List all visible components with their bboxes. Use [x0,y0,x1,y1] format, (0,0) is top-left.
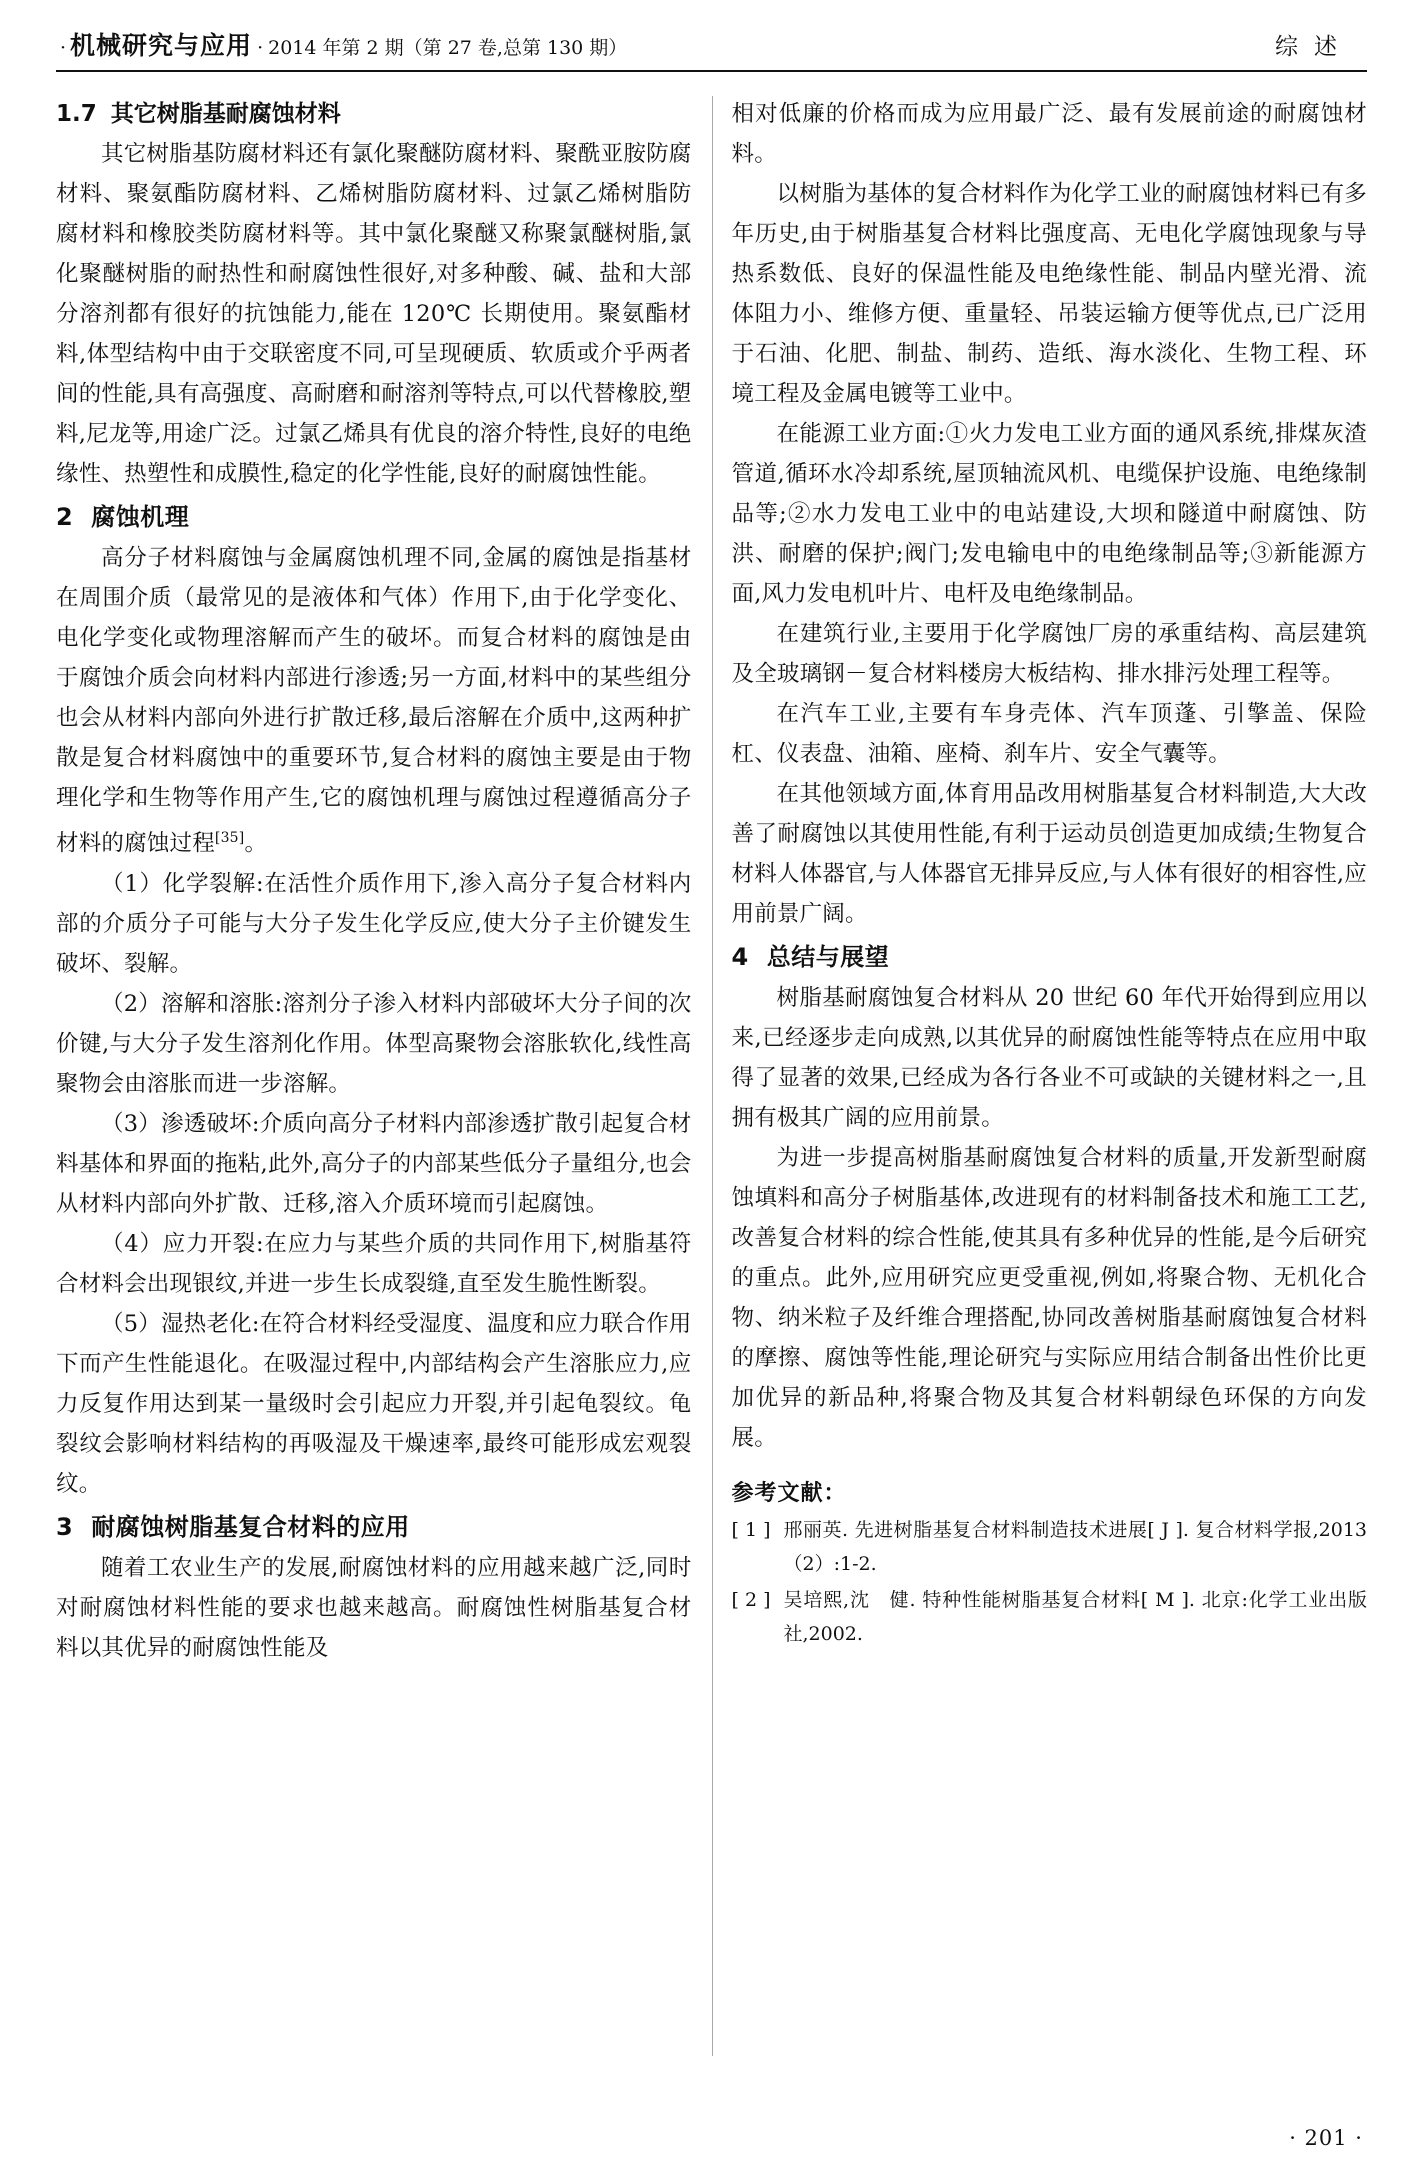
section-2-item-2: （2）溶解和溶胀:溶剂分子渗入材料内部破坏大分子间的次价键,与大分子发生溶剂化作用。体型高聚物会溶胀软化,线性高聚物会由溶胀而进一步溶解。 [56,990,692,1097]
right-paragraph-5: 在汽车工业,主要有车身壳体、汽车顶蓬、引擎盖、保险杠、仪表盘、油箱、座椅、刹车片、安全气囊等。 [731,701,1367,767]
section-4-paragraph-1: 树脂基耐腐蚀复合材料从 20 世纪 60 年代开始得到应用以来,已经逐步走向成熟,以其优异的耐腐蚀性能等特点在应用中取得了显著的效果,已经成为各行各业不可或缺的关键材料之一,且拥有极其广阔的应用前景。 [731,985,1367,1131]
right-paragraph-2: 以树脂为基体的复合材料作为化学工业的耐腐蚀材料已有多年历史,由于树脂基复合材料比强度高、无电化学腐蚀现象与导热系数低、良好的保温性能及电绝缘性能、制品内壁光滑、流体阻力小、维修方便、重量轻、吊装运输方便等优点,已广泛用于石油、化肥、制盐、制药、造纸、海水淡化、生物工程、环境工程及金属电镀等工业中。 [731,181,1367,407]
right-column [732,94,1368,1653]
section-2-paragraph-1-end: 。 [244,830,268,857]
reference-item [732,1583,1368,1651]
reference-text: 吴培熙,沈 健. 特种性能树脂基复合材料[ M ]. 北京:化学工业出版社,2002. [783,1589,1367,1645]
section-3-heading [56,1506,692,1548]
section-4-heading [732,936,1368,978]
page-number: · 201 · [1289,2126,1363,2150]
section-3-paragraph: 随着工农业生产的发展,耐腐蚀材料的应用越来越广泛,同时对耐腐蚀材料性能的要求也越来越高。耐腐蚀性树脂基复合材料以其优异的耐腐蚀性能及 [56,1554,692,1661]
subsection-1-7-number: 1.7 [56,101,97,127]
citation-35: [35] [214,830,245,846]
runhead-separator-dot: · [257,37,264,59]
article-category: 综述 [1275,34,1353,60]
right-paragraph-3: 在能源工业方面:①火力发电工业方面的通风系统,排煤灰渣管道,循环水冷却系统,屋顶轴流风机、电缆保护设施、电绝缘制品等;②水力发电工业中的电站建设,大坝和隧道中耐腐蚀、防洪、耐磨的保护;阀门;发电输电中的电绝缘制品等;③新能源方面,风力发电机叶片、电杆及电绝缘制品。 [731,421,1367,607]
right-paragraph-4: 在建筑行业,主要用于化学腐蚀厂房的承重结构、高层建筑及全玻璃钢－复合材料楼房大板结构、排水排污处理工程等。 [731,621,1367,687]
section-2-number: 2 [56,503,74,531]
section-4-title: 总结与展望 [766,943,890,971]
reference-label: [ 1 ] [731,1519,771,1541]
section-2-item-3: （3）渗透破坏:介质向高分子材料内部渗透扩散引起复合材料基体和界面的拖粘,此外,高分子的内部某些低分子量组分,也会从材料内部向外扩散、迁移,溶入介质环境而引起腐蚀。 [56,1110,692,1217]
running-head [56,26,1367,72]
right-paragraph-6: 在其他领域方面,体育用品改用树脂基复合材料制造,大大改善了耐腐蚀以其使用性能,有利于运动员创造更加成绩;生物复合材料人体器官,与人体器官无排异反应,与人体有很好的相容性,应用前景广阔。 [731,781,1367,927]
left-column [56,94,692,1668]
references-heading: 参考文献： [731,1481,847,1506]
section-2-item-5: （5）湿热老化:在符合材料经受湿度、温度和应力联合作用下而产生性能退化。在吸湿过程中,内部结构会产生溶胀应力,应力反复作用达到某一量级时会引起应力开裂,并引起龟裂纹。龟裂纹会影响材料结构的再吸湿及干燥速率,最终可能形成宏观裂纹。 [56,1310,692,1497]
subsection-1-7-heading [56,94,692,134]
section-2-item-4: （4）应力开裂:在应力与某些介质的共同作用下,树脂基符合材料会出现银纹,并进一步生长成裂缝,直至发生脆性断裂。 [56,1230,692,1297]
subsection-1-7-paragraph: 其它树脂基防腐材料还有氯化聚醚防腐材料、聚酰亚胺防腐材料、聚氨酯防腐材料、乙烯树脂防腐材料、过氯乙烯树脂防腐材料和橡胶类防腐材料等。其中氯化聚醚又称聚氯醚树脂,氯化聚醚树脂的耐热性和耐腐蚀性很好,对多种酸、碱、盐和大部分溶剂都有很好的抗蚀能力,能在 120℃ 长期使用。聚氨酯材料,体型结构中由于交联密度不同,可呈现硬质、软质或介乎两者间的性能,具有高强度、高耐磨和耐溶剂等特点,可以代替橡胶,塑料,尼龙等,用途广泛。过氯乙烯具有优良的溶介特性,良好的电绝缘性、热塑性和成膜性,稳定的化学性能,良好的耐腐蚀性能。 [56,141,692,487]
reference-label: [ 2 ] [731,1589,771,1611]
runhead-leading-dot: · [60,37,67,59]
subsection-1-7-title: 其它树脂基耐腐蚀材料 [110,101,341,127]
reference-text: 邢丽英. 先进树脂基复合材料制造技术进展[ J ]. 复合材料学报,2013（2）:1-2. [783,1519,1367,1575]
section-2-title: 腐蚀机理 [91,503,190,531]
reference-item [732,1513,1368,1581]
section-2-item-1: （1）化学裂解:在活性介质作用下,渗入高分子复合材料内部的介质分子可能与大分子发生化学反应,使大分子主价键发生破坏、裂解。 [56,870,692,977]
journal-title: 机械研究与应用 [70,31,253,60]
section-3-title: 耐腐蚀树脂基复合材料的应用 [91,1512,410,1541]
running-head-left [60,26,627,62]
section-2-paragraph-1-text: 高分子材料腐蚀与金属腐蚀机理不同,金属的腐蚀是指基材在周围介质（最常见的是液体和气体）作用下,由于化学变化、电化学变化或物理溶解而产生的破坏。而复合材料的腐蚀是由于腐蚀介质会向材料内部进行渗透;另一方面,材料中的某些组分也会从材料内部向外进行扩散迁移,最后溶解在介质中,这两种扩散是复合材料腐蚀中的重要环节,复合材料的腐蚀主要是由于物理化学和生物等作用产生,它的腐蚀机理与腐蚀过程遵循高分子材料的腐蚀过程 [56,545,692,857]
continued-paragraph: 相对低廉的价格而成为应用最广泛、最有发展前途的耐腐蚀材料。 [731,101,1367,167]
column-divider [712,96,713,2056]
issue-info: 2014 年第 2 期（第 27 卷,总第 130 期） [268,37,628,59]
section-4-paragraph-2: 为进一步提高树脂基耐腐蚀复合材料的质量,开发新型耐腐蚀填料和高分子树脂基体,改进现有的材料制备技术和施工工艺,改善复合材料的综合性能,使其具有多种优异的性能,是今后研究的重点。此外,应用研究应更受重视,例如,将聚合物、无机化合物、纳米粒子及纤维合理搭配,协同改善树脂基耐腐蚀复合材料的摩擦、腐蚀等性能,理论研究与实际应用结合制备出性价比更加优异的新品种,将聚合物及其复合材料朝绿色环保的方向发展。 [731,1145,1367,1451]
section-4-number: 4 [731,943,749,971]
section-3-number: 3 [56,1512,74,1541]
section-2-heading [56,496,692,538]
section-2-paragraph-1 [56,538,692,864]
